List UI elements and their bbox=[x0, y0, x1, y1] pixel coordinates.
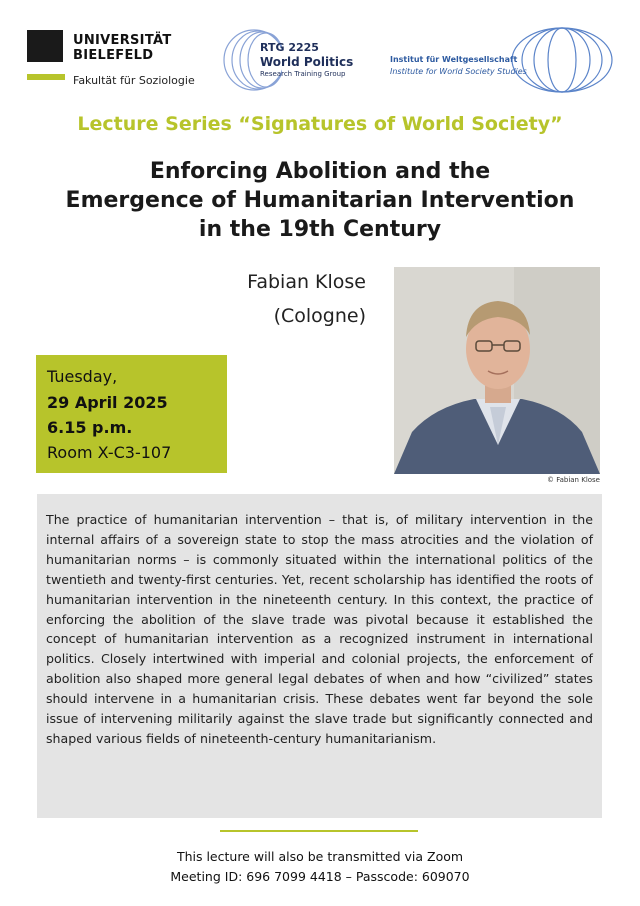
university-accent-bar bbox=[27, 74, 65, 80]
institute-name-de: Institut für Weltgesellschaft bbox=[390, 55, 518, 64]
institute-name-en: Institute for World Society Studies bbox=[390, 67, 527, 76]
faculty-name: Fakultät für Soziologie bbox=[73, 74, 195, 87]
university-logo bbox=[27, 30, 202, 92]
event-date: 29 April 2025 bbox=[47, 393, 168, 412]
rtg-logo bbox=[222, 25, 372, 95]
rtg-subtitle: Research Training Group bbox=[260, 70, 346, 78]
speaker-name: Fabian Klose bbox=[247, 271, 366, 293]
event-room: Room X-C3-107 bbox=[47, 443, 172, 462]
institute-circles-icon bbox=[508, 25, 616, 95]
lecture-title-line-3: in the 19th Century bbox=[198, 217, 442, 242]
university-name: UNIVERSITÄT BIELEFELD bbox=[73, 33, 172, 63]
event-details-box bbox=[36, 355, 227, 473]
event-time: 6.15 p.m. bbox=[47, 418, 133, 437]
rtg-title: World Politics bbox=[260, 55, 354, 69]
zoom-meeting-info: Meeting ID: 696 7099 4418 – Passcode: 609070 bbox=[170, 869, 470, 884]
speaker-portrait-icon bbox=[394, 267, 600, 474]
event-day: Tuesday, bbox=[47, 367, 118, 386]
rtg-number: RTG 2225 bbox=[260, 41, 319, 54]
lecture-title bbox=[0, 157, 640, 244]
zoom-notice: This lecture will also be transmitted via Zoom bbox=[176, 849, 464, 864]
lecture-title-line-1: Enforcing Abolition and the bbox=[149, 159, 491, 184]
abstract-text: The practice of humanitarian intervention – that is, of military intervention in the internal affairs of a sovereign state to stop the mass atrocities and the violation of humanitarian norms – is commonly situated within the international politics of the twentieth and twenty-first centuries. Yet, recent scholarship has identified the roots of humanitarian intervention in the nineteenth century. In this context, the practice of enforcing the abolition of the slave trade was pivotal because it established the concept of humanitarian intervention as a recognized instrument in international politics. Closely intertwined with imperial and colonial projects, the enforcement of abolition also shaped more general legal debates of when and how “civilized” states should intervene in a humanitarian crisis. These debates went far beyond the sole issue of intervening militarily against the slave trade but significantly connected and shaped various fields of nineteenth-century humanitarianism. bbox=[46, 512, 593, 746]
lecture-series-title: Lecture Series “Signatures of World Society” bbox=[77, 113, 563, 135]
footer-divider bbox=[220, 830, 418, 832]
photo-credit: © Fabian Klose bbox=[546, 476, 600, 484]
speaker-affiliation: (Cologne) bbox=[273, 305, 366, 327]
abstract-box bbox=[37, 494, 602, 818]
lecture-title-line-2: Emergence of Humanitarian Intervention bbox=[65, 188, 575, 213]
speaker-photo bbox=[394, 267, 600, 474]
university-logo-mark bbox=[27, 30, 63, 62]
institute-logo bbox=[390, 25, 618, 95]
